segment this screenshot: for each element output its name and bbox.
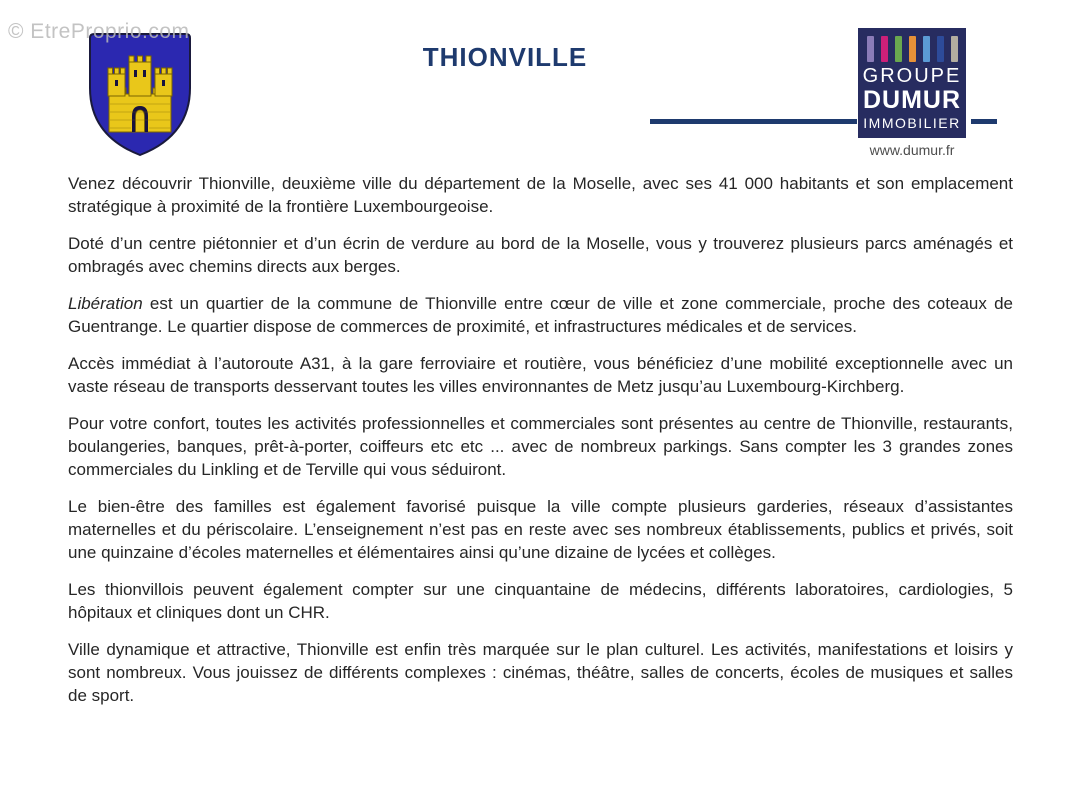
paragraph <box>68 578 1013 624</box>
page-title: THIONVILLE <box>422 42 588 72</box>
groupe-dumur-logo <box>858 28 966 138</box>
logo-color-bars-icon <box>867 36 958 62</box>
body-text <box>68 172 1013 721</box>
logo-dumur-text: DUMUR <box>862 86 962 114</box>
paragraph-text: Le bien-être des familles est également favorisé puisque la ville compte plusieurs garderies, réseaux d’assistantes maternelles et du périscolaire. L’enseignement n’est pas en reste avec ses nombreux établissements, publics et privés, soit une quinzaine d’écoles maternelles et élémentaires ainsi qu’une dizaine de lycées et collèges. <box>68 497 1013 562</box>
paragraph <box>68 172 1013 218</box>
logo-immobilier-text: IMMOBILIER <box>863 115 961 132</box>
paragraph <box>68 412 1013 481</box>
paragraph-text: Les thionvillois peuvent également compter sur une cinquantaine de médecins, différents laboratoires, cardiologies, 5 hôpitaux et cliniques dont un CHR. <box>68 580 1013 622</box>
watermark-text: © EtreProprio.com <box>8 20 190 43</box>
paragraph <box>68 495 1013 564</box>
coat-of-arms-icon <box>84 30 196 160</box>
paragraph <box>68 638 1013 707</box>
header-rule-left <box>650 119 857 124</box>
paragraph <box>68 352 1013 398</box>
paragraph-text: est un quartier de la commune de Thionville entre cœur de ville et zone commerciale, proche des coteaux de Guentrange. Le quartier dispose de commerces de proximité, et infrastructures médicales et de services. <box>68 294 1013 336</box>
paragraph-text: Ville dynamique et attractive, Thionville est enfin très marquée sur le plan culturel. Les activités, manifestations et loisirs y sont nombreux. Vous jouissez de différents complexes : cinémas, théâtre, salles de concerts, écoles de musiques et salles de sport. <box>68 640 1013 705</box>
paragraph <box>68 232 1013 278</box>
header-rule-right <box>971 119 997 124</box>
paragraph <box>68 292 1013 338</box>
logo-website-url: www.dumur.fr <box>869 142 955 158</box>
paragraph-italic-lead: Libération <box>68 294 143 313</box>
logo-groupe-text: GROUPE <box>862 65 962 87</box>
paragraph-text: Venez découvrir Thionville, deuxième ville du département de la Moselle, avec ses 41 000 habitants et son emplacement stratégique à proximité de la frontière Luxembourgeoise. <box>68 174 1013 216</box>
paragraph-text: Pour votre confort, toutes les activités professionnelles et commerciales sont présentes au centre de Thionville, restaurants, boulangeries, banques, prêt-à-porter, coiffeurs etc etc ... avec de nombreux parkings. Sans compter les 3 grandes zones commerciales du Linkling et de Terville qui vous séduiront. <box>68 414 1013 479</box>
paragraph-text: Doté d’un centre piétonnier et d’un écrin de verdure au bord de la Moselle, vous y trouverez plusieurs parcs aménagés et ombragés avec chemins directs aux berges. <box>68 234 1013 276</box>
paragraph-text: Accès immédiat à l’autoroute A31, à la gare ferroviaire et routière, vous bénéficiez d’une mobilité exceptionnelle avec un vaste réseau de transports desservant toutes les villes environnantes de Metz jusqu’au Luxembourg-Kirchberg. <box>68 354 1013 396</box>
